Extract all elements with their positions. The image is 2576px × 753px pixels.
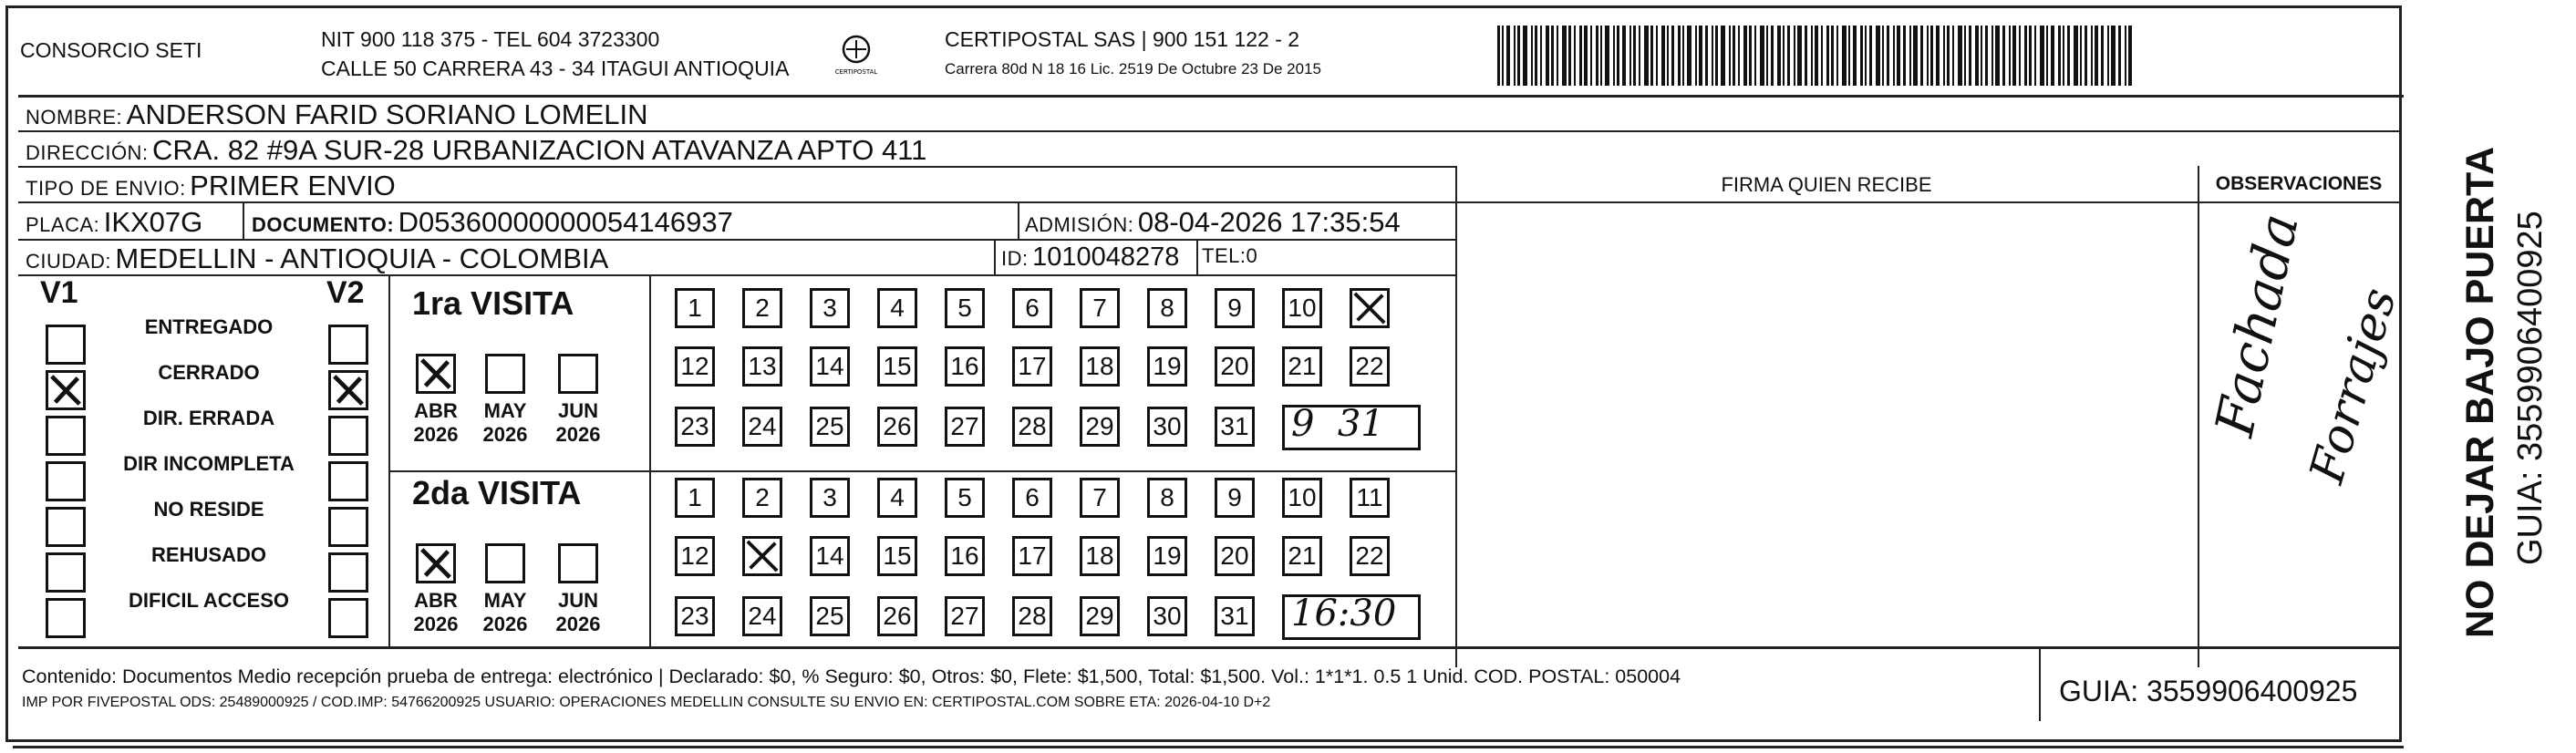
visit2-day-12[interactable]: 12	[675, 536, 715, 576]
visit2-day-24[interactable]: 24	[742, 596, 782, 636]
certipostal-logo-icon	[832, 33, 881, 78]
visit2-month-checkbox-0[interactable]	[416, 543, 456, 583]
footer-imp: IMP POR FIVEPOSTAL ODS: 25489000925 / COD.IMP: 54766200925 USUARIO: OPERACIONES MEDELLIN CONSULTE SU ENVIO EN: CERTIPOSTAL.COM SOBRE ETA: 2026-04-10 D+2	[22, 695, 1271, 710]
v2-checkbox-4[interactable]	[328, 507, 368, 547]
visit1-title: 1ra VISITA	[412, 284, 574, 322]
status-right-border	[388, 274, 390, 646]
footer-contenido: Contenido: Documentos Medio recepción prueba de entrega: electrónico | Declarado: $0, % Seguro: $0, Otros: $0, Flete: $1,500, Total: $1,500. Vol.: 1*1*1. 0.5 1 Unid. COD. POSTAL: 050004	[22, 665, 1681, 687]
nombre-value: ANDERSON FARID SORIANO LOMELIN	[126, 98, 648, 130]
svg-text:CERTIPOSTAL: CERTIPOSTAL	[834, 68, 878, 76]
row-divider-4	[18, 239, 1455, 241]
guia-vertical: GUIA: 3559906400925	[2511, 211, 2550, 565]
frame-shadow	[13, 742, 2404, 748]
visit1-year-2: 2026	[555, 423, 601, 446]
v1-checkbox-0[interactable]	[46, 325, 86, 365]
visit1-day-21[interactable]: 21	[1282, 346, 1322, 387]
tel-field	[1202, 244, 1257, 268]
tipo-value: PRIMER ENVIO	[190, 170, 396, 201]
visit1-day-2[interactable]: 2	[742, 288, 782, 328]
v1-checkbox-6[interactable]	[46, 598, 86, 638]
visit1-year-0: 2026	[413, 423, 459, 446]
placa-field	[26, 206, 202, 239]
nombre-row	[26, 98, 648, 131]
visit2-month-2: JUN	[557, 589, 598, 612]
status-label-4: NO RESIDE	[153, 498, 264, 521]
visit1-day-8[interactable]: 8	[1147, 288, 1187, 328]
visit1-day-13[interactable]: 13	[742, 346, 782, 387]
footer-divider	[18, 646, 2402, 649]
visit2-day-2[interactable]: 2	[742, 478, 782, 518]
visit1-time-handwriting: 9 31	[1291, 403, 1384, 445]
visit1-day-30[interactable]: 30	[1147, 407, 1187, 447]
v2-checkbox-3[interactable]	[328, 461, 368, 501]
visit2-day-10[interactable]: 10	[1282, 478, 1322, 518]
visit2-day-17[interactable]: 17	[1012, 536, 1052, 576]
documento-field	[252, 206, 733, 239]
documento-value: D05360000000054146937	[398, 206, 733, 238]
id-field	[1001, 242, 1179, 273]
visit2-day-25[interactable]: 25	[810, 596, 850, 636]
nombre-label: NOMBRE:	[26, 106, 123, 129]
status-label-0: ENTREGADO	[144, 315, 274, 338]
tel-divider	[1196, 239, 1198, 274]
firma-header: FIRMA QUIEN RECIBE	[1721, 173, 1932, 196]
visit-divider	[388, 470, 1455, 472]
header-divider	[18, 95, 2404, 98]
visit2-day-28[interactable]: 28	[1012, 596, 1052, 636]
tipo-row	[26, 170, 396, 202]
visit2-day-5[interactable]: 5	[945, 478, 985, 518]
tel-value: 0	[1246, 244, 1258, 267]
status-label-5: REHUSADO	[151, 543, 266, 566]
visit1-month-checkbox-0[interactable]	[416, 354, 456, 394]
observaciones-header: OBSERVACIONES	[2215, 173, 2383, 194]
visit1-day-10[interactable]: 10	[1282, 288, 1322, 328]
visit2-year-0: 2026	[413, 613, 459, 635]
ciudad-field	[26, 242, 608, 275]
visit2-day-1[interactable]: 1	[675, 478, 715, 518]
placa-label: PLACA:	[26, 213, 100, 236]
admision-divider	[1018, 201, 1019, 239]
visit1-day-3[interactable]: 3	[810, 288, 850, 328]
footer-guia: GUIA: 3559906400925	[2059, 675, 2358, 707]
visit1-day-27[interactable]: 27	[945, 407, 985, 447]
id-value: 1010048278	[1032, 242, 1180, 272]
admision-value: 08-04-2026 17:35:54	[1137, 206, 1401, 238]
visit2-day-23[interactable]: 23	[675, 596, 715, 636]
visit2-title: 2da VISITA	[412, 474, 582, 511]
v2-checkbox-1[interactable]	[328, 370, 368, 410]
visit1-month-checkbox-2[interactable]	[558, 354, 598, 394]
direccion-label: DIRECCIÓN:	[26, 141, 149, 164]
observaciones-handwriting-1: Fachada	[2203, 208, 2311, 442]
visit1-day-9[interactable]: 9	[1215, 288, 1255, 328]
visit1-year-1: 2026	[482, 423, 528, 446]
visit1-day-28[interactable]: 28	[1012, 407, 1052, 447]
visit1-month-1: MAY	[483, 399, 527, 422]
id-label: ID:	[1001, 247, 1029, 270]
visit1-day-1[interactable]: 1	[675, 288, 715, 328]
visit1-day-12[interactable]: 12	[675, 346, 715, 387]
visit2-day-19[interactable]: 19	[1147, 536, 1187, 576]
visit1-day-18[interactable]: 18	[1080, 346, 1120, 387]
visit2-day-9[interactable]: 9	[1215, 478, 1255, 518]
observaciones-right-border	[2400, 166, 2402, 667]
visit1-day-24[interactable]: 24	[742, 407, 782, 447]
placa-value: IKX07G	[103, 206, 203, 238]
visit1-day-6[interactable]: 6	[1012, 288, 1052, 328]
visit2-day-13[interactable]	[742, 536, 782, 576]
direccion-value: CRA. 82 #9A SUR-28 URBANIZACION ATAVANZA APTO 411	[152, 134, 927, 166]
observaciones-handwriting-2: Forrajes	[2300, 282, 2407, 490]
ciudad-value: MEDELLIN - ANTIOQUIA - COLOMBIA	[115, 242, 609, 274]
visit1-day-16[interactable]: 16	[945, 346, 985, 387]
ciudad-label: CIUDAD:	[26, 250, 111, 273]
direccion-row	[26, 134, 926, 167]
company-name: CONSORCIO SETI	[20, 38, 202, 62]
visit-title-border	[649, 274, 651, 646]
visit2-year-2: 2026	[555, 613, 601, 635]
visit2-day-27[interactable]: 27	[945, 596, 985, 636]
visit1-day-7[interactable]: 7	[1080, 288, 1120, 328]
visit1-day-14[interactable]: 14	[810, 346, 850, 387]
admision-field	[1025, 206, 1401, 239]
visit2-month-checkbox-1[interactable]	[485, 543, 525, 583]
visit2-day-4[interactable]: 4	[877, 478, 917, 518]
visit2-day-7[interactable]: 7	[1080, 478, 1120, 518]
v1-checkbox-2[interactable]	[46, 416, 86, 456]
visit1-month-0: ABR	[414, 399, 458, 422]
visit1-day-5[interactable]: 5	[945, 288, 985, 328]
visit1-day-22[interactable]: 22	[1350, 346, 1390, 387]
v2-checkbox-5[interactable]	[328, 552, 368, 593]
visit2-day-6[interactable]: 6	[1012, 478, 1052, 518]
barcode	[1497, 26, 2227, 86]
visit2-day-8[interactable]: 8	[1147, 478, 1187, 518]
visit2-day-26[interactable]: 26	[877, 596, 917, 636]
v1-label: V1	[40, 275, 78, 310]
status-label-3: DIR INCOMPLETA	[123, 452, 295, 475]
v1-checkbox-1[interactable]	[46, 370, 86, 410]
visit1-day-15[interactable]: 15	[877, 346, 917, 387]
address-line: CALLE 50 CARRERA 43 - 34 ITAGUI ANTIOQUIA	[321, 57, 790, 80]
visit2-day-3[interactable]: 3	[810, 478, 850, 518]
visit1-month-checkbox-1[interactable]	[485, 354, 525, 394]
visit1-day-4[interactable]: 4	[877, 288, 917, 328]
visit1-day-20[interactable]: 20	[1215, 346, 1255, 387]
id-divider	[994, 239, 996, 274]
visit2-day-18[interactable]: 18	[1080, 536, 1120, 576]
visit1-day-17[interactable]: 17	[1012, 346, 1052, 387]
visit2-month-0: ABR	[414, 589, 458, 612]
certipostal-line: CERTIPOSTAL SAS | 900 151 122 - 2	[945, 27, 1300, 51]
status-label-6: DIFICIL ACCESO	[128, 589, 289, 612]
observaciones-left-border	[2198, 166, 2199, 667]
visit2-day-22[interactable]: 22	[1350, 536, 1390, 576]
documento-label: DOCUMENTO:	[252, 213, 395, 236]
visit1-day-23[interactable]: 23	[675, 407, 715, 447]
firma-left-border	[1455, 166, 1457, 667]
status-label-1: CERRADO	[158, 361, 260, 384]
visit2-year-1: 2026	[482, 613, 528, 635]
v1-checkbox-3[interactable]	[46, 461, 86, 501]
v2-checkbox-2[interactable]	[328, 416, 368, 456]
visit1-month-2: JUN	[557, 399, 598, 422]
tipo-label: TIPO DE ENVIO:	[26, 177, 186, 200]
admision-label: ADMISIÓN:	[1025, 213, 1134, 236]
v2-checkbox-6[interactable]	[328, 598, 368, 638]
visit2-month-checkbox-2[interactable]	[558, 543, 598, 583]
placa-divider	[243, 201, 244, 239]
visit2-day-29[interactable]: 29	[1080, 596, 1120, 636]
v2-checkbox-0[interactable]	[328, 325, 368, 365]
no-dejar-bajo-puerta: NO DEJAR BAJO PUERTA	[2458, 146, 2502, 638]
v1-checkbox-4[interactable]	[46, 507, 86, 547]
visit1-day-19[interactable]: 19	[1147, 346, 1187, 387]
v2-label: V2	[326, 275, 365, 310]
visit2-day-16[interactable]: 16	[945, 536, 985, 576]
visit1-day-29[interactable]: 29	[1080, 407, 1120, 447]
license-line: Carrera 80d N 18 16 Lic. 2519 De Octubre 23 De 2015	[945, 60, 1321, 77]
visit2-day-15[interactable]: 15	[877, 536, 917, 576]
visit1-day-11[interactable]	[1350, 288, 1390, 328]
visit2-day-20[interactable]: 20	[1215, 536, 1255, 576]
tel-label: TEL:	[1202, 244, 1247, 267]
v1-checkbox-5[interactable]	[46, 552, 86, 593]
footer-guia-border	[2039, 646, 2041, 721]
visit1-day-31[interactable]: 31	[1215, 407, 1255, 447]
visit2-day-30[interactable]: 30	[1147, 596, 1187, 636]
visit2-day-14[interactable]: 14	[810, 536, 850, 576]
visit2-day-11[interactable]: 11	[1350, 478, 1390, 518]
nit-line: NIT 900 118 375 - TEL 604 3723300	[321, 27, 660, 51]
visit1-day-25[interactable]: 25	[810, 407, 850, 447]
signature-field[interactable]	[1468, 210, 2188, 656]
visit2-day-21[interactable]: 21	[1282, 536, 1322, 576]
visit2-day-31[interactable]: 31	[1215, 596, 1255, 636]
visit2-time-handwriting: 16:30	[1291, 593, 1397, 634]
status-label-2: DIR. ERRADA	[142, 407, 275, 429]
visit2-month-1: MAY	[483, 589, 527, 612]
visit1-day-26[interactable]: 26	[877, 407, 917, 447]
